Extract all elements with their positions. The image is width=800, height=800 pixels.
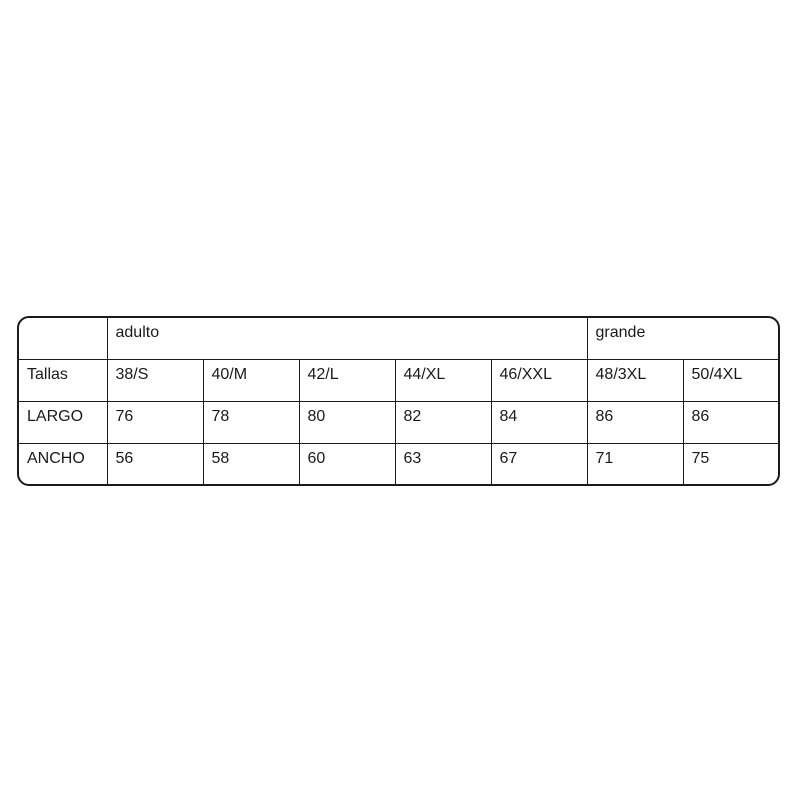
size-cell: 50/4XL	[683, 359, 779, 401]
group-header-row	[19, 318, 779, 359]
value-cell: 86	[683, 401, 779, 443]
size-chart-table	[17, 316, 780, 486]
size-cell: 42/L	[299, 359, 395, 401]
value-cell: 80	[299, 401, 395, 443]
table-row-ancho	[19, 443, 779, 484]
size-cell: 38/S	[107, 359, 203, 401]
size-cell: 48/3XL	[587, 359, 683, 401]
value-cell: 67	[491, 443, 587, 484]
table-row-largo	[19, 401, 779, 443]
value-cell: 86	[587, 401, 683, 443]
value-cell: 63	[395, 443, 491, 484]
value-cell: 60	[299, 443, 395, 484]
sizes-header-row	[19, 359, 779, 401]
row-label-largo: LARGO	[19, 401, 107, 443]
group-label-grande: grande	[587, 318, 779, 359]
corner-cell	[19, 318, 107, 359]
value-cell: 75	[683, 443, 779, 484]
size-cell: 46/XXL	[491, 359, 587, 401]
value-cell: 84	[491, 401, 587, 443]
row-label-tallas: Tallas	[19, 359, 107, 401]
value-cell: 71	[587, 443, 683, 484]
size-cell: 44/XL	[395, 359, 491, 401]
row-label-ancho: ANCHO	[19, 443, 107, 484]
group-label-adulto: adulto	[107, 318, 587, 359]
value-cell: 56	[107, 443, 203, 484]
value-cell: 58	[203, 443, 299, 484]
value-cell: 76	[107, 401, 203, 443]
value-cell: 82	[395, 401, 491, 443]
value-cell: 78	[203, 401, 299, 443]
size-cell: 40/M	[203, 359, 299, 401]
